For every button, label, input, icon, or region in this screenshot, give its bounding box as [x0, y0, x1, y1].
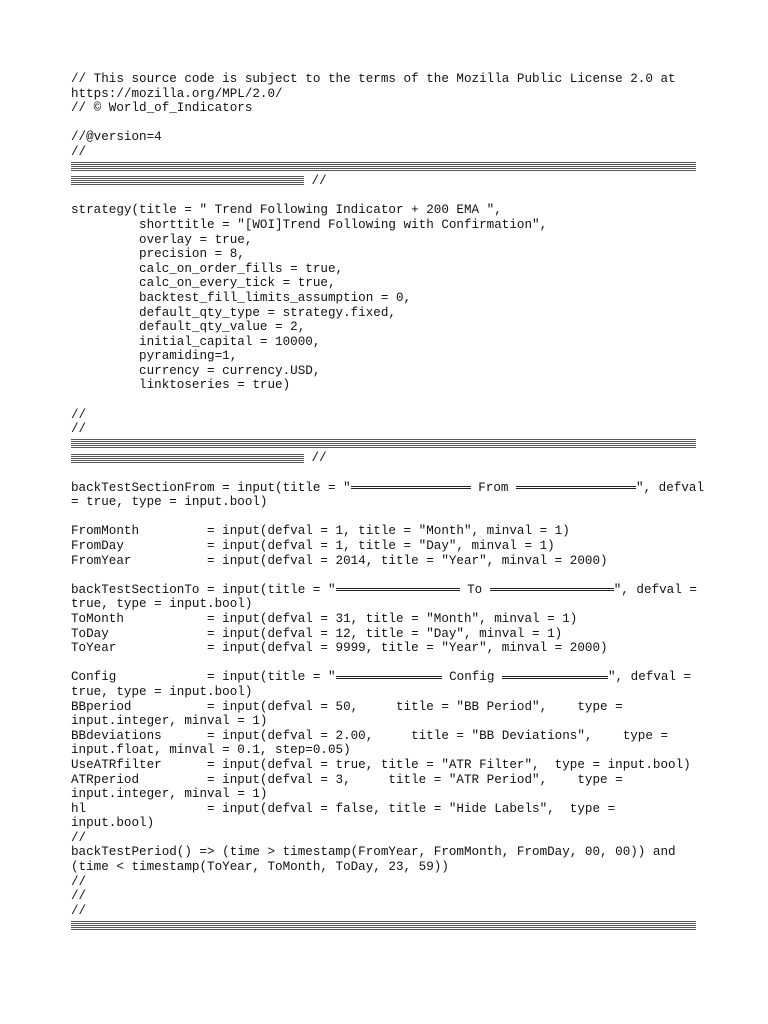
- blank-line: [71, 466, 701, 481]
- strategy-line: precision = 8,: [71, 247, 245, 262]
- strategy-line: currency = currency.USD,: [71, 363, 321, 378]
- separator-line: [71, 437, 701, 452]
- code-text: ", defval =: [607, 670, 692, 685]
- separator-rule: [71, 176, 304, 185]
- comment-line: //: [71, 903, 87, 918]
- section-label: From: [470, 480, 516, 495]
- blank-line: [71, 189, 701, 204]
- code-text: backTestSectionFrom = input(title = ": [71, 480, 351, 495]
- strategy-line: shorttitle = "[WOI]Trend Following with Confirmation",: [71, 217, 548, 232]
- version-line: //@version=4: [71, 130, 162, 145]
- code-line: FromMonth = input(defval = 1, title = "Month", minval = 1): [71, 524, 570, 539]
- separator-tail: //: [304, 451, 327, 466]
- code-line: hl = input(defval = false, title = "Hide Labels", type =: [71, 801, 616, 816]
- code-line: true, type = input.bool): [71, 684, 253, 699]
- code-line: (time < timestamp(ToYear, ToMonth, ToDay, 23, 59)): [71, 860, 449, 875]
- blank-line: [71, 510, 701, 525]
- code-line: UseATRfilter = input(defval = true, title = "ATR Filter", type = input.bool): [71, 757, 691, 772]
- code-line: input.integer, minval = 1): [71, 714, 268, 729]
- separator-line: [71, 160, 701, 175]
- code-line: FromDay = input(defval = 1, title = "Day", minval = 1): [71, 539, 555, 553]
- strategy-line: linktoseries = true): [71, 378, 291, 393]
- separator-line: [71, 174, 701, 189]
- code-line: backTestPeriod() => (time > timestamp(FromYear, FromMonth, FromDay, 00, 00)) and: [71, 845, 676, 860]
- code-text: ", defval: [636, 480, 705, 495]
- comment-line: //: [71, 830, 87, 845]
- double-rule: [502, 676, 608, 679]
- comment-line: //: [71, 422, 87, 437]
- strategy-line: pyramiding=1,: [71, 349, 238, 364]
- strategy-line: default_qty_type = strategy.fixed,: [71, 305, 396, 320]
- code-text: Config = input(title = ": [71, 670, 336, 685]
- double-rule: [490, 588, 614, 591]
- strategy-line: calc_on_order_fills = true,: [71, 261, 344, 276]
- code-line: BBperiod = input(defval = 50, title = "BB Period", type =: [71, 699, 623, 714]
- code-line: ToMonth = input(defval = 31, title = "Month", minval = 1): [71, 611, 578, 626]
- comment-line: //: [71, 889, 87, 904]
- code-document: [71, 72, 705, 933]
- comment-line: //: [71, 407, 87, 422]
- config-section-header: [71, 670, 701, 685]
- double-rule: [336, 588, 460, 591]
- copyright-line: // © World_of_Indicators: [71, 101, 253, 116]
- comment-line: //: [71, 144, 87, 159]
- to-section-header: [71, 583, 701, 598]
- strategy-line: calc_on_every_tick = true,: [71, 276, 336, 291]
- blank-line: [71, 393, 701, 408]
- code-text: backTestSectionTo = input(title = ": [71, 582, 336, 597]
- separator-line: [71, 451, 701, 466]
- code-line: BBdeviations = input(defval = 2.00, title = "BB Deviations", type =: [71, 728, 669, 743]
- section-label: To: [459, 582, 490, 597]
- blank-line: [71, 656, 701, 671]
- code-line: ATRperiod = input(defval = 3, title = "ATR Period", type =: [71, 772, 623, 787]
- code-text: ", defval =: [613, 582, 697, 597]
- double-rule: [516, 486, 636, 489]
- comment-line: //: [71, 874, 87, 889]
- code-line: input.float, minval = 0.1, step=0.05): [71, 743, 351, 758]
- separator-rule: [71, 439, 696, 448]
- code-line: FromYear = input(defval = 2014, title = "Year", minval = 2000): [71, 553, 608, 568]
- double-rule: [336, 676, 442, 679]
- section-label: Config: [441, 670, 502, 685]
- code-line: input.integer, minval = 1): [71, 787, 268, 802]
- double-rule: [351, 486, 471, 489]
- separator-rule: [71, 921, 696, 930]
- strategy-line: backtest_fill_limits_assumption = 0,: [71, 290, 412, 305]
- code-line: input.bool): [71, 816, 155, 831]
- blank-line: [71, 568, 701, 583]
- strategy-line: default_qty_value = 2,: [71, 320, 306, 335]
- separator-rule: [71, 454, 304, 463]
- license-url: https://mozilla.org/MPL/2.0/: [71, 86, 283, 101]
- separator-tail: //: [304, 174, 327, 189]
- strategy-line: initial_capital = 10000,: [71, 334, 321, 349]
- license-line-1: // This source code is subject to the terms of the Mozilla Public License 2.0 at: [71, 72, 676, 86]
- code-line: ToDay = input(defval = 12, title = "Day", minval = 1): [71, 626, 563, 641]
- separator-rule: [71, 162, 696, 171]
- strategy-line: overlay = true,: [71, 232, 253, 247]
- from-section-header: [71, 480, 705, 496]
- separator-line: [71, 918, 701, 933]
- code-line: = true, type = input.bool): [71, 495, 268, 510]
- code-line: true, type = input.bool): [71, 597, 253, 612]
- strategy-line: strategy(title = " Trend Following Indicator + 200 EMA ",: [71, 203, 502, 218]
- blank-line: [71, 116, 701, 131]
- code-line: ToYear = input(defval = 9999, title = "Year", minval = 2000): [71, 641, 608, 656]
